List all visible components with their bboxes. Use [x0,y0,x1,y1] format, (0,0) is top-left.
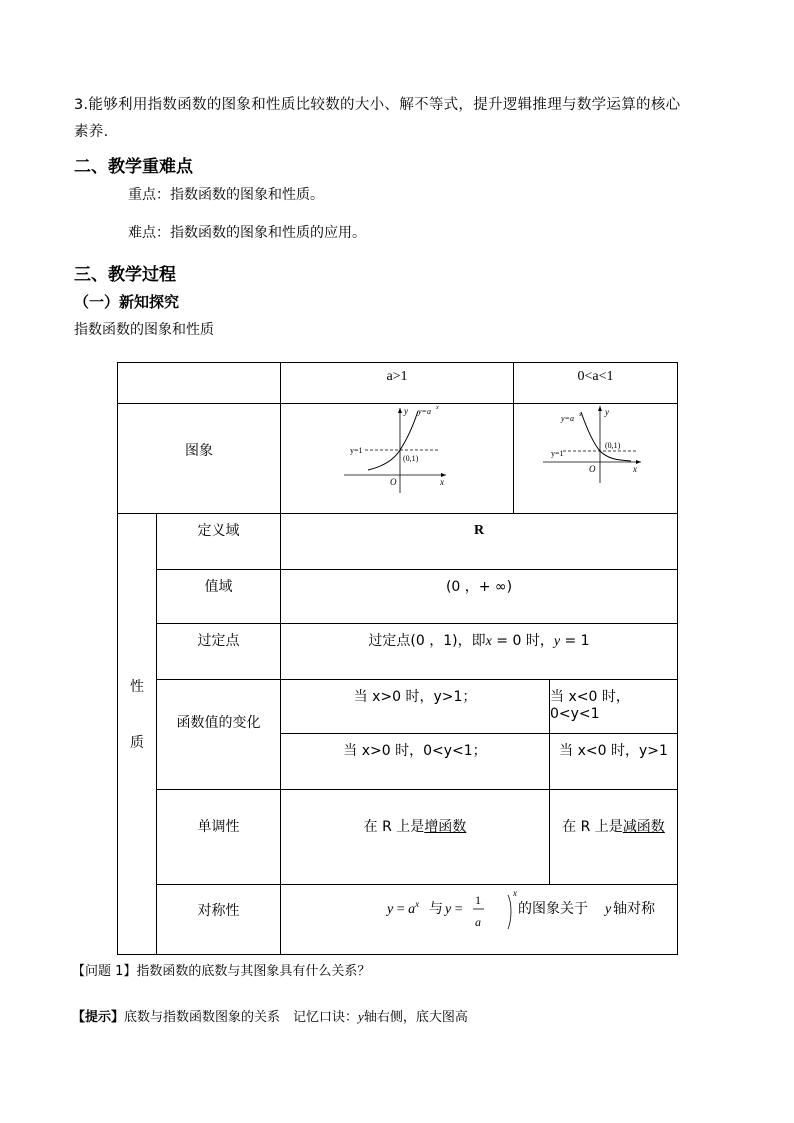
graph-a-gt-1-cell [280,403,514,514]
monotonic-right-cell [549,789,678,885]
range-label: 值域 [204,579,233,595]
svg-text:y = ax: $y = a^x$ [387,899,420,917]
graph-label-cell [117,403,281,514]
objective-3 [74,92,734,146]
symmetry-formula [329,888,655,937]
objective-3-line2: 素养. [74,124,109,140]
graph-right-curve: y=a [561,414,574,423]
graph-a-gt-1 [280,403,514,514]
monotonic-right: 在 R 上是减函数 [562,819,665,835]
table-corner-cell [117,362,281,404]
change-r1-left-cell [280,679,550,734]
graph-right-curve-sup: x [579,412,582,418]
graph-left-y-axis: y [404,406,408,416]
header-a-lt-1 [513,362,678,404]
symmetry-label: 对称性 [197,903,240,919]
property-label-1: 性 [130,679,144,695]
graph-left-origin: O [390,477,397,487]
change-r2-left-cell [280,733,550,790]
symmetry-label-cell [156,884,281,955]
range-label-cell [156,569,281,624]
monotonic-left: 在 R 上是增函数 [363,819,467,835]
range-value-cell [280,569,678,624]
hint [72,1006,468,1025]
question-1: 【问题 1】指数函数的底数与其图象具有什么关系？ [72,964,371,979]
table-title: 指数函数的图象和性质 [74,322,214,338]
monotonic-label-cell [156,789,281,885]
section2-heading: 二、教学重难点 [74,157,193,177]
header-a-lt-1-text: 0<a<1 [577,369,614,384]
hint-text: 底数与指数函数图象的关系 记忆口诀： [124,1010,359,1025]
graph-right-origin: O [589,464,596,474]
change-label-cell [156,679,281,790]
monotonic-left-cell [280,789,550,885]
svg-text:x: x [513,888,517,898]
domain-label: 定义域 [197,523,240,539]
graph-right-point: (0,1) [605,441,621,450]
graph-label: 图象 [185,443,213,459]
graph-left-curve: y=a [418,407,431,416]
graph-right-x-axis: x [633,464,637,474]
range-value: (0 ，+ ∞) [445,579,513,595]
objective-3-line1: 3.能够利用指数函数的图象和性质比较数的大小、解不等式，提升逻辑推理与数学运算的核心 [74,97,681,113]
svg-text:与: 与 [429,900,443,916]
change-r2-left: 当 x>0 时，0<y<1； [343,743,487,759]
property-group-cell [117,513,157,955]
symmetry-text: 的图象关于 [518,900,588,916]
graph-left-x-axis: x [440,477,444,487]
key-point: 重点：指数函数的图象和性质。 [128,187,324,203]
svg-text:1: 1 [475,893,481,907]
difficult-point: 难点：指数函数的图象和性质的应用。 [128,225,366,241]
svg-text:a: a [475,915,481,929]
fixed-point-label-cell [156,623,281,680]
change-r2-right: 当 x<0 时，y>1 [559,743,668,759]
change-r1-left: 当 x>0 时，y>1； [353,689,477,705]
graph-left-point: (0,1) [403,454,419,463]
symmetry-end: 轴对称 [613,900,655,916]
hint-var: y [358,1009,364,1024]
monotonic-label: 单调性 [197,819,240,835]
fixed-point-value: 过定点(0 ，1)，即x = 0 时，y = 1 [368,633,590,649]
section3-subheading: （一）新知探究 [74,293,180,311]
graph-a-lt-1 [513,403,678,514]
header-a-gt-1-text: a>1 [386,369,408,384]
graph-left-asym: y=1 [350,446,363,455]
hint-rest: 轴右侧，底大图高 [363,1010,468,1025]
domain-value-cell [280,513,678,570]
change-r1-right: 当 x<0 时，0<y<1 [550,689,630,722]
domain-value: R [473,523,485,538]
symmetry-axis: y [605,902,612,917]
fixed-point-value-cell [280,623,678,680]
graph-right-y-axis: y [605,407,609,417]
svg-text:y =: y = [445,902,463,917]
graph-right-asym: y=1 [551,449,564,458]
section3-heading: 三、教学过程 [74,265,176,285]
hint-tag: 【提示】 [72,1010,125,1025]
fixed-point-label: 过定点 [197,633,240,649]
property-label-2: 质 [130,735,144,751]
change-r1-right-cell [549,679,678,734]
graph-left-curve-sup: x [436,405,439,411]
change-label: 函数值的变化 [176,715,261,731]
domain-label-cell [156,513,281,570]
change-r2-right-cell [549,733,678,790]
symmetry-value-cell [280,884,678,955]
graph-a-lt-1-cell [513,403,678,514]
header-a-gt-1 [280,362,514,404]
